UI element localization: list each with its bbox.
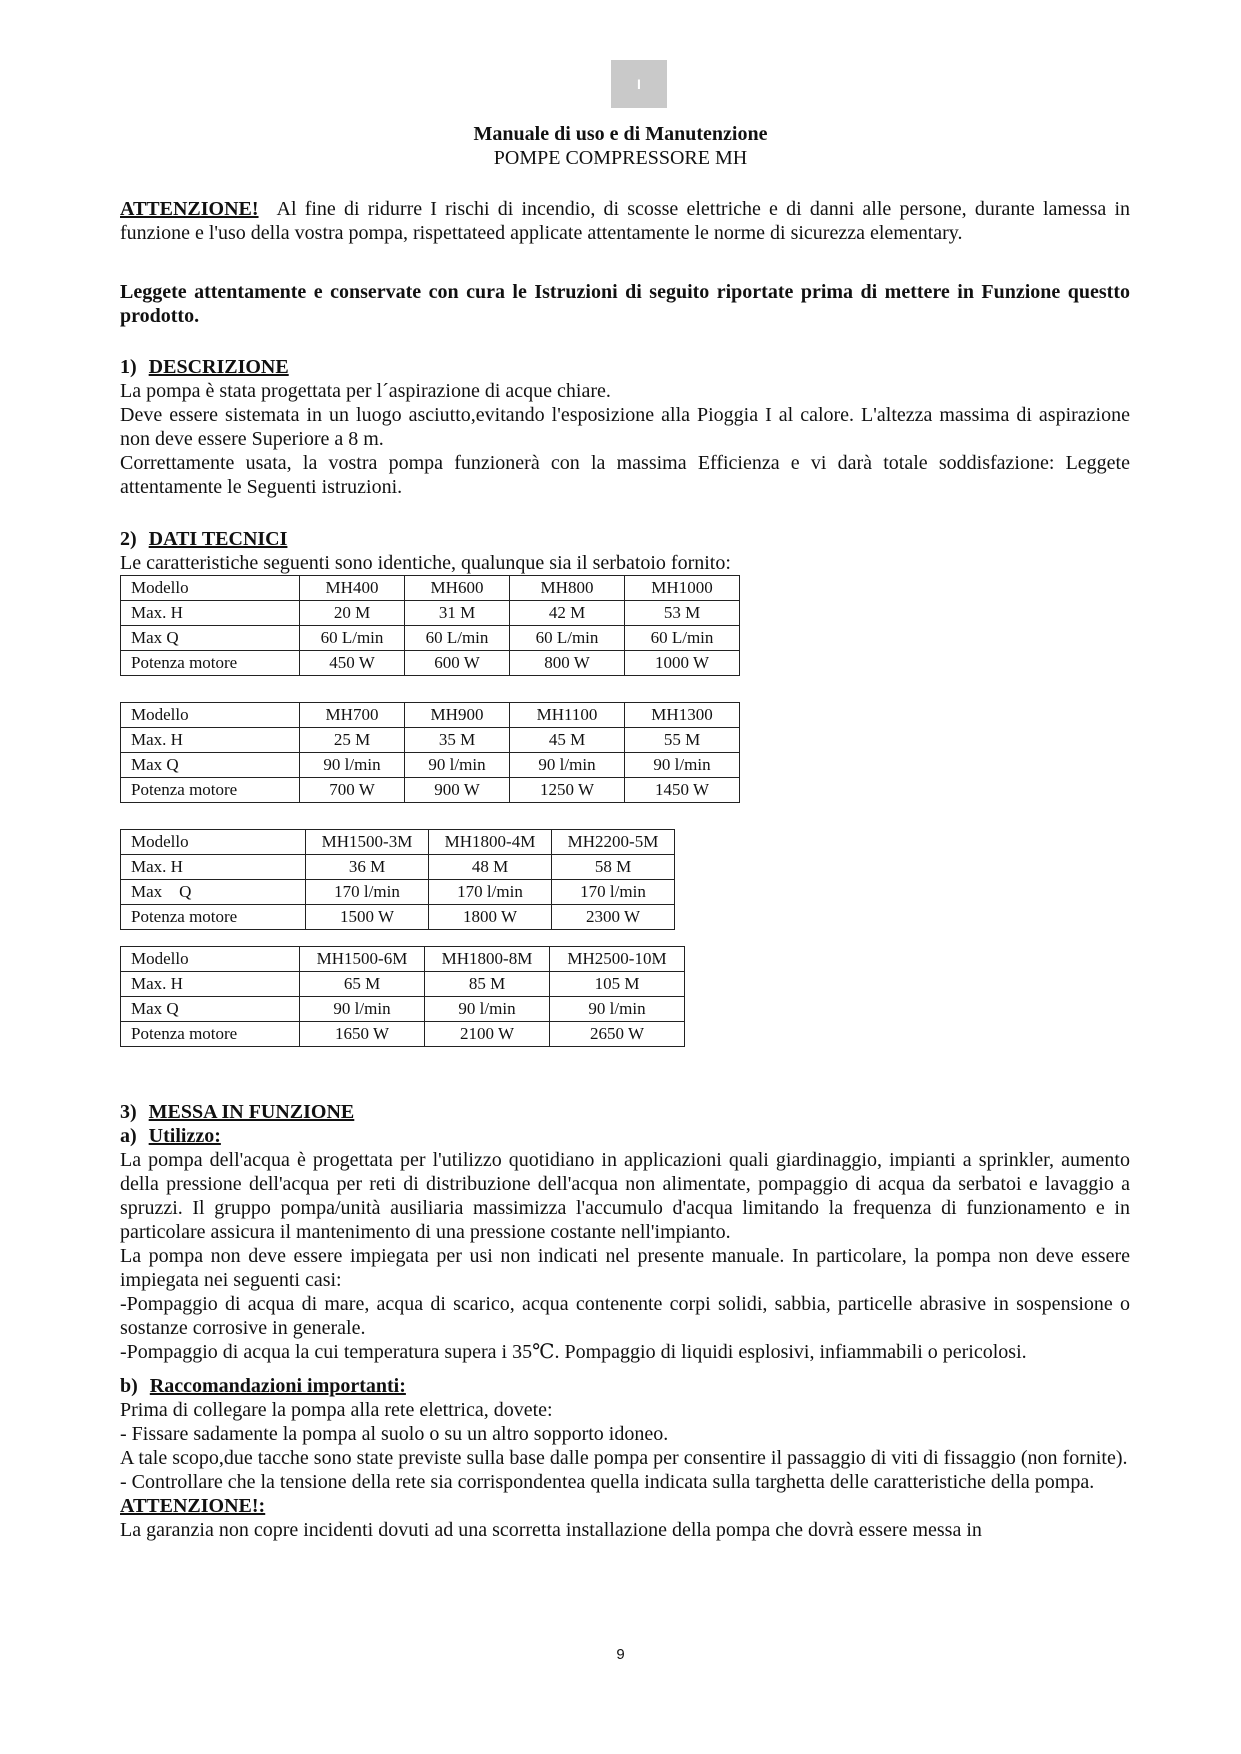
value-cell: MH800: [510, 576, 625, 601]
language-tab: I: [611, 60, 667, 108]
value-cell: 90 l/min: [510, 753, 625, 778]
section-descrizione: [120, 355, 1130, 499]
value-cell: 60 L/min: [300, 626, 405, 651]
value-cell: 48 M: [429, 855, 552, 880]
row-label-cell: Max. H: [121, 728, 300, 753]
paragraph: La pompa è stata progettata per l´aspirazione di acque chiare.: [120, 380, 611, 402]
spec-table: [120, 702, 740, 803]
value-cell: 35 M: [405, 728, 510, 753]
table-row: [121, 997, 685, 1022]
value-cell: 170 l/min: [429, 880, 552, 905]
section-number: 1): [120, 356, 137, 378]
row-label-cell: Max. H: [121, 601, 300, 626]
value-cell: 600 W: [405, 651, 510, 676]
paragraph: La pompa dell'acqua è progettata per l'utilizzo quotidiano in applicazioni quali giardinaggio, impianti a sprinkler, aumento della pressione dell'acqua per reti di distribuzione dell'acqua non alimentate, pompaggio di acqua da serbatoi e lavaggio a spruzzi. Il gruppo pompa/unità ausiliaria massimizza l'accumulo d'acqua limitando la frequenza di funzionamento e in particolare assicura il mantenimento di una pressione costante nell'impianto.: [120, 1149, 1130, 1243]
row-label-cell: Potenza motore: [121, 778, 300, 803]
value-cell: 60 L/min: [510, 626, 625, 651]
value-cell: MH1100: [510, 703, 625, 728]
value-cell: MH2500-10M: [550, 947, 685, 972]
read-notice-text: Leggete attentamente e conservate con cura le Istruzioni di seguito riportate prima di mettere in Funzione questto prodotto.: [120, 281, 1130, 327]
section-title: MESSA IN FUNZIONE: [148, 1101, 355, 1123]
paragraph: La pompa non deve essere impiegata per usi non indicati nel presente manuale. In particolare, la pompa non deve essere impiegata nei seguenti casi:: [120, 1245, 1130, 1291]
value-cell: 60 L/min: [625, 626, 740, 651]
subsection-title: Raccomandazioni importanti:: [149, 1375, 406, 1397]
value-cell: 20 M: [300, 601, 405, 626]
row-label-cell: Modello: [121, 576, 300, 601]
table-row: [121, 651, 740, 676]
table-row: [121, 880, 675, 905]
value-cell: 2650 W: [550, 1022, 685, 1047]
subsection-number: b): [120, 1375, 138, 1397]
row-label-cell: Max Q: [121, 997, 300, 1022]
subsection-heading: [120, 1374, 1130, 1398]
paragraph: - Fissare sadamente la pompa al suolo o su un altro sopporto idoneo.: [120, 1423, 669, 1445]
section-messa-in-funzione: [120, 1100, 1130, 1542]
value-cell: 53 M: [625, 601, 740, 626]
table-row: [121, 703, 740, 728]
row-label-cell: Potenza motore: [121, 905, 306, 930]
table-row: [121, 601, 740, 626]
value-cell: 1800 W: [429, 905, 552, 930]
value-cell: 105 M: [550, 972, 685, 997]
page-number: 9: [616, 1646, 625, 1663]
value-cell: 36 M: [306, 855, 429, 880]
paragraph: Correttamente usata, la vostra pompa funzionerà con la massima Efficienza e vi darà totale soddisfazione: Leggete attentamente le Seguenti istruzioni.: [120, 452, 1130, 498]
section-number: 2): [120, 528, 137, 550]
section-number: 3): [120, 1101, 137, 1123]
value-cell: 65 M: [300, 972, 425, 997]
section-heading: [120, 527, 1130, 551]
row-label-cell: Modello: [121, 947, 300, 972]
value-cell: 90 l/min: [625, 753, 740, 778]
warning-block: [120, 197, 1130, 245]
section-heading: [120, 1100, 1130, 1124]
table-row: [121, 972, 685, 997]
paragraph: -Pompaggio di acqua di mare, acqua di scarico, acqua contenente corpi solidi, sabbia, particelle abrasive in sospensione o sostanze corrosive in generale.: [120, 1293, 1130, 1339]
row-label-cell: Max Q: [121, 753, 300, 778]
value-cell: 90 l/min: [405, 753, 510, 778]
value-cell: 900 W: [405, 778, 510, 803]
row-label-cell: Modello: [121, 830, 306, 855]
paragraph: -Pompaggio di acqua la cui temperatura supera i 35℃. Pompaggio di liquidi esplosivi, infiammabili o pericolosi.: [120, 1341, 1027, 1363]
value-cell: 45 M: [510, 728, 625, 753]
value-cell: 2100 W: [425, 1022, 550, 1047]
value-cell: 60 L/min: [405, 626, 510, 651]
table-row: [121, 626, 740, 651]
value-cell: 25 M: [300, 728, 405, 753]
value-cell: 700 W: [300, 778, 405, 803]
value-cell: MH1500-3M: [306, 830, 429, 855]
value-cell: 55 M: [625, 728, 740, 753]
table-row: [121, 728, 740, 753]
value-cell: 170 l/min: [306, 880, 429, 905]
section-heading: [120, 355, 1130, 379]
paragraph: Deve essere sistemata in un luogo asciutto,evitando l'esposizione alla Pioggia I al calore. L'altezza massima di aspirazione non deve essere Superiore a 8 m.: [120, 404, 1130, 450]
value-cell: MH400: [300, 576, 405, 601]
value-cell: 2300 W: [552, 905, 675, 930]
warning-label-2: ATTENZIONE!:: [120, 1495, 266, 1517]
value-cell: 58 M: [552, 855, 675, 880]
tables-intro: Le caratteristiche seguenti sono identiche, qualunque sia il serbatoio fornito:: [120, 552, 731, 574]
value-cell: 450 W: [300, 651, 405, 676]
value-cell: 90 l/min: [425, 997, 550, 1022]
subsection-title: Utilizzo:: [148, 1125, 221, 1147]
paragraph: Prima di collegare la pompa alla rete elettrica, dovete:: [120, 1399, 553, 1421]
value-cell: MH900: [405, 703, 510, 728]
value-cell: MH1000: [625, 576, 740, 601]
read-notice: [120, 280, 1130, 328]
paragraph: A tale scopo,due tacche sono state previste sulla base dalle pompa per consentire il passaggio di viti di fissaggio (non fornite).: [120, 1447, 1128, 1469]
value-cell: 90 l/min: [300, 753, 405, 778]
row-label-cell: Modello: [121, 703, 300, 728]
row-label-cell: Max Q: [121, 880, 306, 905]
value-cell: MH1800-8M: [425, 947, 550, 972]
table-row: [121, 1022, 685, 1047]
subsection-heading: [120, 1124, 1130, 1148]
row-label-cell: Max. H: [121, 855, 306, 880]
value-cell: MH1800-4M: [429, 830, 552, 855]
value-cell: 31 M: [405, 601, 510, 626]
warning-text: Al fine di ridurre I rischi di incendio, di scosse elettriche e di danni alle persone, durante lamessa in funzione e l'uso della vostra pompa, rispettateed applicate attentamente le norme di sicurezza elementary.: [120, 198, 1130, 244]
table-row: [121, 753, 740, 778]
value-cell: 800 W: [510, 651, 625, 676]
row-label-cell: Max Q: [121, 626, 300, 651]
table-row: [121, 778, 740, 803]
value-cell: MH2200-5M: [552, 830, 675, 855]
value-cell: 1250 W: [510, 778, 625, 803]
page-title: Manuale di uso e di Manutenzione: [473, 123, 768, 145]
value-cell: MH600: [405, 576, 510, 601]
value-cell: 1500 W: [306, 905, 429, 930]
value-cell: MH1500-6M: [300, 947, 425, 972]
table-row: [121, 576, 740, 601]
subsection-number: a): [120, 1125, 137, 1147]
value-cell: 170 l/min: [552, 880, 675, 905]
spec-table: [120, 829, 675, 930]
row-label-cell: Potenza motore: [121, 651, 300, 676]
table-row: [121, 830, 675, 855]
table-row: [121, 855, 675, 880]
value-cell: 1650 W: [300, 1022, 425, 1047]
value-cell: 42 M: [510, 601, 625, 626]
spec-table: [120, 946, 685, 1047]
value-cell: 90 l/min: [300, 997, 425, 1022]
paragraph: - Controllare che la tensione della rete sia corrispondentea quella indicata sulla targhetta delle caratteristiche della pompa.: [120, 1471, 1095, 1493]
section-title: DATI TECNICI: [148, 528, 288, 550]
value-cell: MH1300: [625, 703, 740, 728]
table-row: [121, 947, 685, 972]
value-cell: 90 l/min: [550, 997, 685, 1022]
spec-table: [120, 575, 740, 676]
row-label-cell: Potenza motore: [121, 1022, 300, 1047]
table-row: [121, 905, 675, 930]
section-dati-tecnici: [120, 527, 1130, 575]
value-cell: 85 M: [425, 972, 550, 997]
value-cell: 1450 W: [625, 778, 740, 803]
section-title: DESCRIZIONE: [148, 356, 289, 378]
row-label-cell: Max. H: [121, 972, 300, 997]
value-cell: 1000 W: [625, 651, 740, 676]
warning-label: ATTENZIONE!: [120, 198, 259, 220]
page-subtitle: POMPE COMPRESSORE MH: [493, 147, 748, 169]
value-cell: MH700: [300, 703, 405, 728]
paragraph: La garanzia non copre incidenti dovuti ad una scorretta installazione della pompa che dovrà essere messa in: [120, 1519, 982, 1541]
